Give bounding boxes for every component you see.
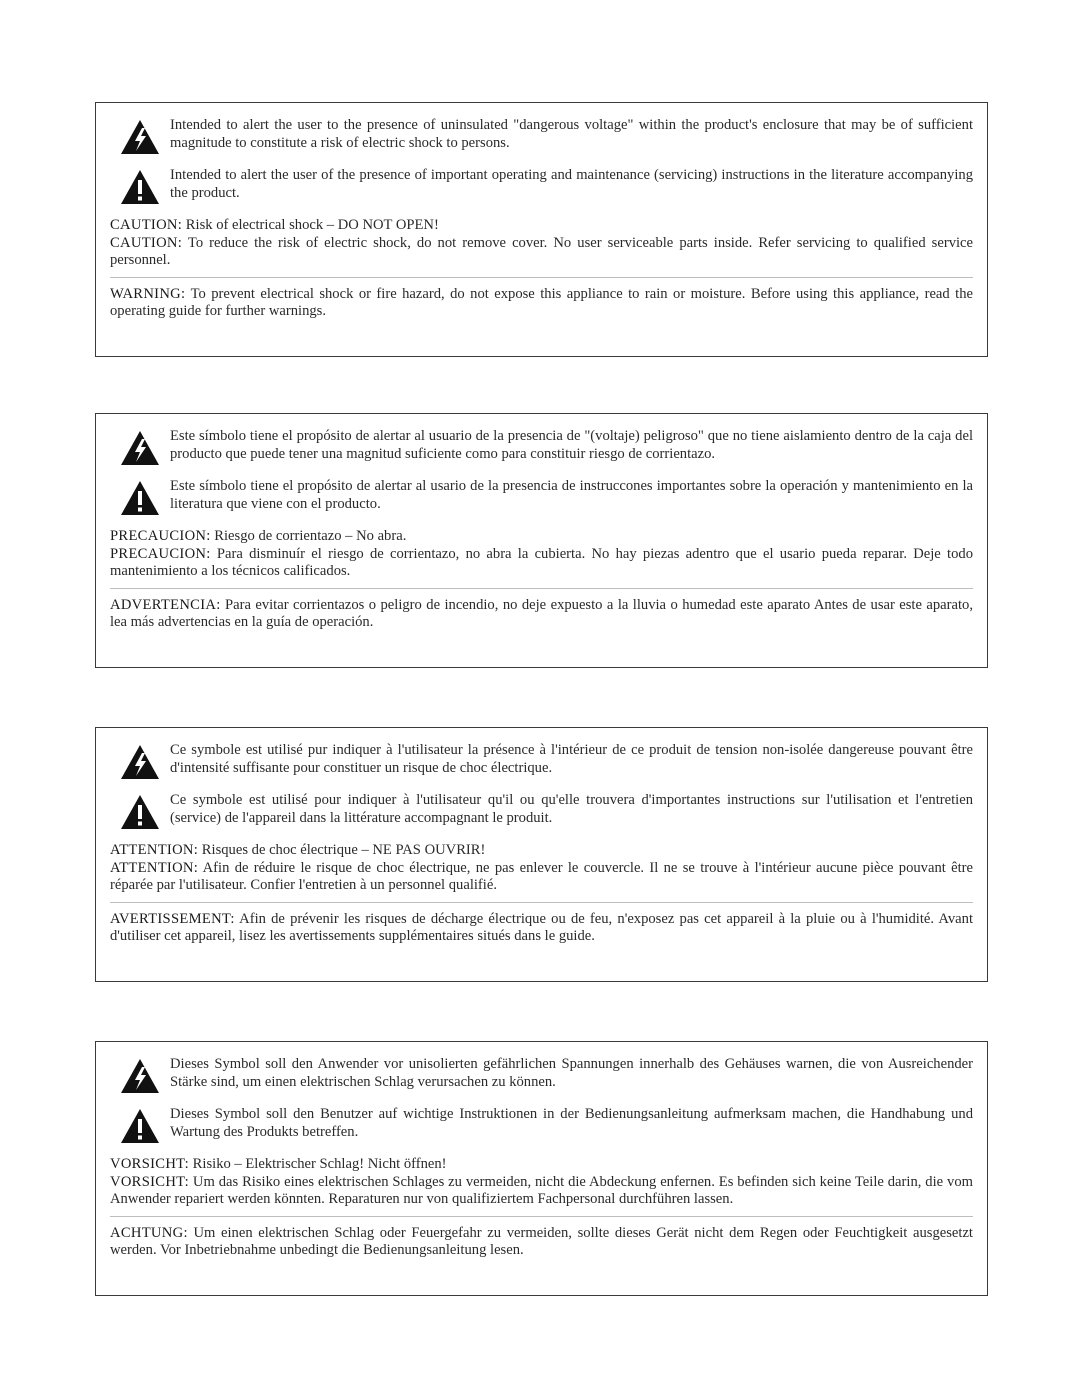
exclamation-symbol-text: Intended to alert the user of the presence of important operating and maintenance (servicing) instructions in the literature accompanying the product. <box>170 167 973 201</box>
caution-line-1 <box>110 217 973 235</box>
warning-line <box>110 911 973 946</box>
warning-text: Um einen elektrischen Schlag oder Feuergefahr zu vermeiden, sollte dieses Gerät nicht dem Regen oder Feuchtigkeit ausgesetzt werden. Vor Inbetriebnahme unbedingt die Bedienungsanleitung lesen. <box>110 1224 973 1258</box>
lightning-warning-row <box>110 117 973 155</box>
caution-label: ATTENTION: <box>110 842 199 858</box>
lightning-warning-row <box>110 428 973 466</box>
caution-label: VORSICHT: <box>110 1156 190 1172</box>
exclamation-warning-row <box>110 1106 973 1144</box>
safety-box-french <box>95 727 988 982</box>
caution-label: ATTENTION: <box>110 859 199 876</box>
caution-label: CAUTION: <box>110 217 183 233</box>
warning-label: ADVERTENCIA: <box>110 596 221 613</box>
caution-label: CAUTION: <box>110 234 183 251</box>
warning-text: Para evitar corrientazos o peligro de incendio, no deje expuesto a la lluvia o humedad este aparato Antes de usar este aparato, lea más advertencias en la guía de operación. <box>110 596 973 630</box>
lightning-symbol-text: Este símbolo tiene el propósito de alertar al usuario de la presencia de "(voltaje) peligroso" que no tiene aislamiento dentro de la caja del producto que puede tener una magnitud suficiente como para constituir riesgo de corrientazo. <box>170 428 973 462</box>
exclamation-warning-icon <box>110 1106 170 1144</box>
safety-box-spanish <box>95 413 988 668</box>
safety-box-english <box>95 102 988 357</box>
lightning-warning-icon <box>110 742 170 780</box>
caution-label: PRECAUCION: <box>110 528 211 544</box>
exclamation-warning-icon <box>110 167 170 205</box>
exclamation-warning-row <box>110 792 973 830</box>
caution-text: To reduce the risk of electric shock, do not remove cover. No user serviceable parts inside. Refer servicing to qualified service personnel. <box>110 234 973 268</box>
caution-line-1 <box>110 842 973 860</box>
divider <box>110 902 973 903</box>
caution-text: Risk of electrical shock – DO NOT OPEN! <box>185 217 439 233</box>
warning-line <box>110 1225 973 1260</box>
lightning-warning-row <box>110 1056 973 1094</box>
divider <box>110 1216 973 1217</box>
lightning-symbol-text: Intended to alert the user to the presence of uninsulated "dangerous voltage" within the product's enclosure that may be of sufficient magnitude to constitute a risk of electric shock to persons. <box>170 117 973 151</box>
caution-text: Afin de réduire le risque de choc électrique, ne pas enlever le couvercle. Il ne se trouve à l'intérieur aucune pièce pouvant être réparée par l'utilisateur. Confier l'entretien à un personnel qualifié. <box>110 859 973 893</box>
caution-line-1 <box>110 1156 973 1174</box>
exclamation-warning-row <box>110 478 973 516</box>
exclamation-symbol-text: Este símbolo tiene el propósito de alertar al usario de la presencia de instruccones importantes sobre la operación y mantenimiento en la literatura que viene con el producto. <box>170 478 973 512</box>
warning-line <box>110 597 973 632</box>
warning-label: WARNING: <box>110 285 186 302</box>
lightning-warning-row <box>110 742 973 780</box>
caution-line-1 <box>110 528 973 546</box>
caution-text: Riesgo de corrientazo – No abra. <box>214 528 407 544</box>
lightning-warning-icon <box>110 428 170 466</box>
caution-label: PRECAUCION: <box>110 545 211 562</box>
exclamation-symbol-text: Dieses Symbol soll den Benutzer auf wichtige Instruktionen in der Bedienungsanleitung aufmerksam machen, die Handhabung und Wartung des Produkts betreffen. <box>170 1106 973 1140</box>
lightning-symbol-text: Dieses Symbol soll den Anwender vor unisolierten gefährlichen Spannungen innerhalb des Gehäuses warnen, die von Ausreichender Stärke sind, um einen elektrischen Schlag verursachen zu können. <box>170 1056 973 1090</box>
exclamation-symbol-text: Ce symbole est utilisé pour indiquer à l'utilisateur qu'il ou qu'elle trouvera d'importantes instructions sur l'utilisation et l'entretien (service) de l'appareil dans la littérature accompagnant le produit. <box>170 792 973 826</box>
warning-label: ACHTUNG: <box>110 1224 188 1241</box>
lightning-warning-icon <box>110 117 170 155</box>
warning-text: Afin de prévenir les risques de décharge électrique ou de feu, n'exposez pas cet appareil à la pluie ou à l'humidité. Avant d'utiliser cet appareil, lisez les avertissements supplémentaires situés dans le guide. <box>110 910 974 944</box>
exclamation-warning-icon <box>110 792 170 830</box>
exclamation-warning-icon <box>110 478 170 516</box>
lightning-symbol-text: Ce symbole est utilisé pur indiquer à l'utilisateur la présence à l'intérieur de ce produit de tension non-isolée dangereuse pouvant être d'intensité suffisante pour constituer un risque de choc électrique. <box>170 742 973 776</box>
warning-text: To prevent electrical shock or fire hazard, do not expose this appliance to rain or moisture. Before using this appliance, read the operating guide for further warnings. <box>110 285 973 319</box>
caution-text: Para disminuír el riesgo de corrientazo, no abra la cubierta. No hay piezas adentro que el usario pueda reparar. Deje todo mantenimiento a los técnicos calificados. <box>110 545 973 579</box>
warning-line <box>110 286 973 321</box>
lightning-warning-icon <box>110 1056 170 1094</box>
caution-line-2 <box>110 1174 973 1209</box>
caution-text: Risques de choc électrique – NE PAS OUVRIR! <box>201 842 486 858</box>
caution-line-2 <box>110 860 973 895</box>
caution-text: Um das Risiko eines elektrischen Schlages zu vermeiden, nicht die Abdeckung enfernen. Es befinden sich keine Teile darin, die vom Anwender repariert werden könnten. Reparaturen nur von qualifiziertem Fachpersonal durchführen lassen. <box>110 1173 973 1207</box>
divider <box>110 588 973 589</box>
caution-text: Risiko – Elektrischer Schlag! Nicht öffnen! <box>192 1156 447 1172</box>
caution-line-2 <box>110 546 973 581</box>
divider <box>110 277 973 278</box>
caution-label: VORSICHT: <box>110 1173 190 1190</box>
safety-box-german <box>95 1041 988 1296</box>
exclamation-warning-row <box>110 167 973 205</box>
warning-label: AVERTISSEMENT: <box>110 910 235 927</box>
caution-line-2 <box>110 235 973 270</box>
